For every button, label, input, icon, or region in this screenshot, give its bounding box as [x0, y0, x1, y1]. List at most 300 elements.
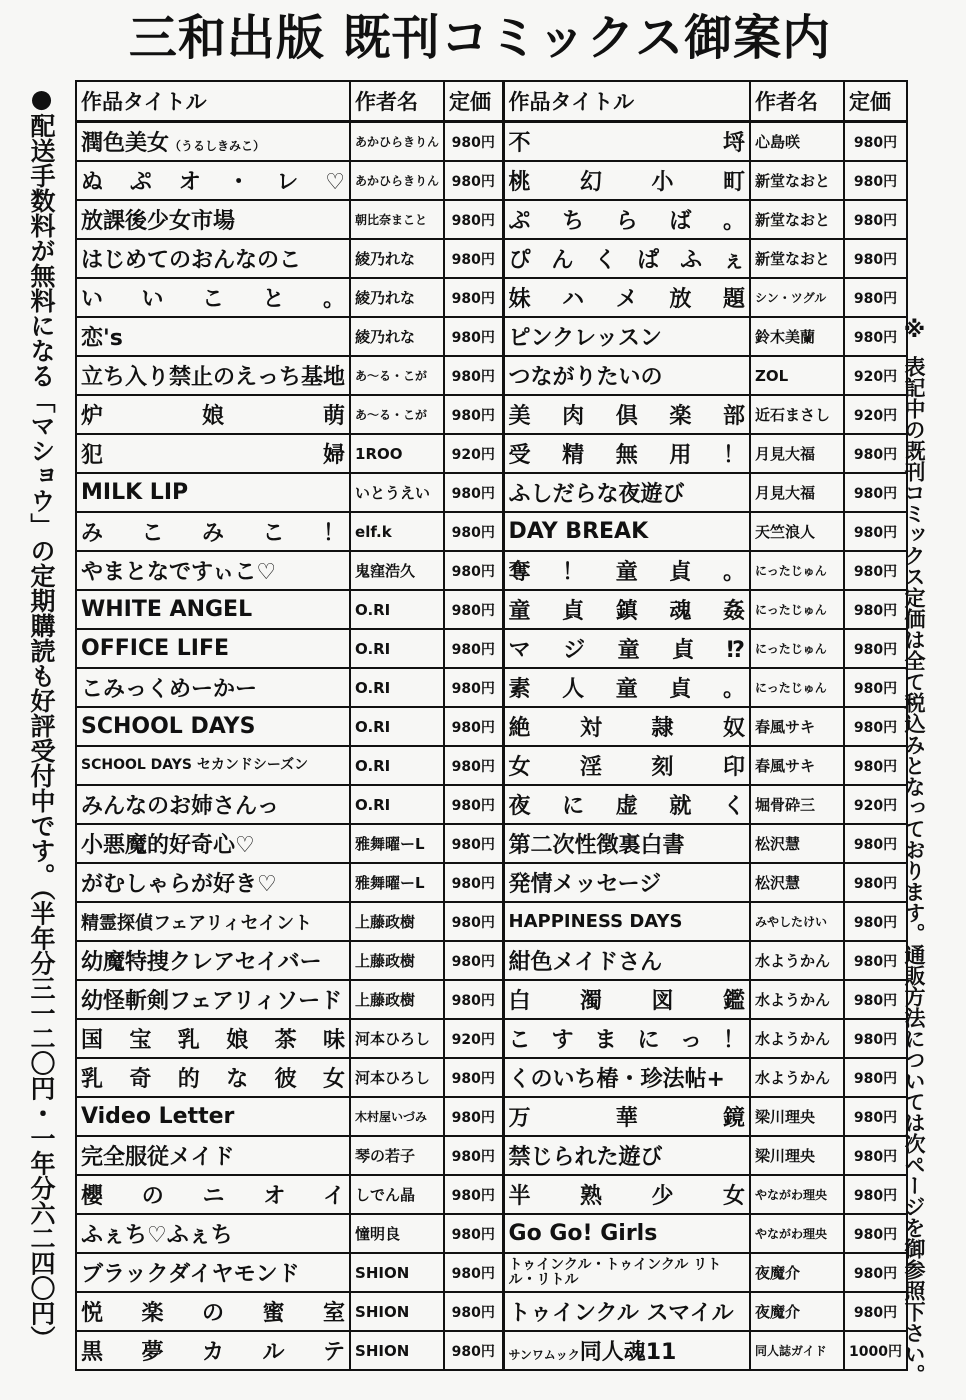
table-row: [76, 1331, 907, 1370]
title-text: 櫻のニオイ: [81, 1184, 346, 1209]
title-text: マジ童貞⁉: [508, 638, 746, 663]
table-row: [76, 668, 907, 707]
comic-author: 雅舞曜ーL: [350, 863, 444, 902]
comic-price: 980円: [444, 746, 503, 785]
comic-title: [76, 1214, 350, 1253]
comic-title: [503, 122, 750, 162]
comic-price: 980円: [444, 1175, 503, 1214]
comic-price: 980円: [844, 278, 907, 317]
comic-price: 980円: [444, 629, 503, 668]
title-text: 放課後少女市場: [81, 209, 236, 234]
table-row: [76, 863, 907, 902]
comic-author: 河本ひろし: [350, 1019, 444, 1058]
title-text: いいこと。: [81, 287, 346, 312]
comics-catalog-table: [75, 80, 908, 1371]
comic-author: elf.k: [350, 512, 444, 551]
comic-title: [503, 629, 750, 668]
comic-price: 980円: [844, 200, 907, 239]
header-price: 定価: [444, 81, 503, 122]
comic-title: [503, 668, 750, 707]
comic-price: 980円: [844, 668, 907, 707]
title-text: 受精無用！: [508, 443, 746, 468]
title-text: 潤色美女: [81, 131, 170, 156]
price-note: 表記中の既刊コミックス定価は全て税込みとなっております。通販方法については次ページを御参照下さい。: [902, 356, 926, 1385]
comic-title: [503, 707, 750, 746]
comic-price: 980円: [444, 395, 503, 434]
comic-author: ZOL: [750, 356, 844, 395]
comic-title: [76, 785, 350, 824]
comic-author: 上藤政樹: [350, 941, 444, 980]
comic-author: O.RI: [350, 707, 444, 746]
comic-price: 980円: [844, 239, 907, 278]
comic-price: 980円: [444, 317, 503, 356]
comic-author: あかひらきりん: [350, 161, 444, 200]
comic-author: 琴の若子: [350, 1136, 444, 1175]
comic-title: [503, 278, 750, 317]
title-text: くのいち椿・珍法帖+: [508, 1067, 725, 1092]
comic-price: 980円: [844, 707, 907, 746]
comic-title: [503, 746, 750, 785]
table-row: [76, 1253, 907, 1292]
title-text: 黒夢カルテ: [81, 1340, 346, 1365]
comic-author: シン・ツグル: [750, 278, 844, 317]
comic-title: [76, 824, 350, 863]
comic-author: 春風サキ: [750, 707, 844, 746]
comic-price: 980円: [844, 863, 907, 902]
comic-author: にったじゅん: [750, 668, 844, 707]
comic-price: 980円: [844, 902, 907, 941]
comic-price: 980円: [444, 824, 503, 863]
comic-title: [76, 1058, 350, 1097]
table-row: [76, 395, 907, 434]
comic-author: 夜魔介: [750, 1292, 844, 1331]
comic-title: [76, 629, 350, 668]
comic-author: 水ようかん: [750, 1019, 844, 1058]
comic-author: 水ようかん: [750, 1058, 844, 1097]
title-text: ぴんくぱふぇ: [508, 248, 746, 273]
comic-title: [503, 1019, 750, 1058]
comic-title: [76, 278, 350, 317]
comic-title: [76, 863, 350, 902]
title-text: SCHOOL DAYS: [81, 714, 256, 739]
comic-price: 980円: [844, 1253, 907, 1292]
page-title: 三和出版 既刊コミックス御案内: [128, 10, 832, 66]
title-text: DAY BREAK: [508, 519, 649, 544]
title-text: ふしだらな夜遊び: [508, 482, 685, 507]
comic-title: [503, 1097, 750, 1136]
comic-title: [76, 239, 350, 278]
comic-title: [76, 1292, 350, 1331]
comic-title: [76, 512, 350, 551]
comic-title: [76, 980, 350, 1019]
comic-author: 朝比奈まこと: [350, 200, 444, 239]
header-author: 作者名: [750, 81, 844, 122]
comic-author: SHION: [350, 1253, 444, 1292]
table-row: [76, 1214, 907, 1253]
comic-author: 1ROO: [350, 434, 444, 473]
comic-price: 980円: [444, 551, 503, 590]
comic-price: 980円: [444, 863, 503, 902]
comic-price: 980円: [444, 980, 503, 1019]
comic-price: 980円: [444, 1292, 503, 1331]
table-row: [76, 317, 907, 356]
comic-author: 上藤政樹: [350, 902, 444, 941]
table-row: [76, 278, 907, 317]
comic-price: 980円: [444, 473, 503, 512]
comic-title: [503, 356, 750, 395]
comic-author: やながわ理央: [750, 1175, 844, 1214]
comic-title: [76, 902, 350, 941]
comic-author: 上藤政樹: [350, 980, 444, 1019]
comic-author: O.RI: [350, 590, 444, 629]
title-text: Video Letter: [81, 1104, 235, 1129]
comic-author: 夜魔介: [750, 1253, 844, 1292]
comic-title: [503, 863, 750, 902]
comic-title: [76, 1136, 350, 1175]
title-text: WHITE ANGEL: [81, 597, 253, 622]
table-row: [76, 746, 907, 785]
comic-author: しでん晶: [350, 1175, 444, 1214]
comic-price: 980円: [444, 1097, 503, 1136]
comic-title: [503, 161, 750, 200]
comic-author: 雅舞曜ーL: [350, 824, 444, 863]
title-text: ぷちらば。: [508, 209, 746, 234]
title-text: Go Go! Girls: [508, 1221, 658, 1246]
title-text: がむしゃらが好き♡: [81, 872, 277, 897]
title-text: 白濁図鑑: [508, 989, 746, 1014]
title-text: 奪！童貞。: [508, 560, 746, 585]
comic-title: [503, 317, 750, 356]
title-text: 夜に虚就く: [508, 794, 746, 819]
comic-title: [503, 473, 750, 512]
title-text: 不埒: [508, 131, 746, 156]
title-text: 幼怪斬剣フェアリィソード: [81, 989, 343, 1014]
comic-price: 980円: [444, 1331, 503, 1370]
title-text: 禁じられた遊び: [508, 1145, 663, 1170]
title-text: 同人魂11: [579, 1340, 677, 1365]
comic-price: 980円: [844, 824, 907, 863]
series-label: サンワムック: [508, 1348, 580, 1362]
comic-price: 920円: [844, 356, 907, 395]
comic-price: 980円: [844, 122, 907, 162]
comic-author: O.RI: [350, 629, 444, 668]
comic-price: 980円: [844, 941, 907, 980]
header-author: 作者名: [350, 81, 444, 122]
table-row: [76, 1292, 907, 1331]
table-row: [76, 356, 907, 395]
title-reading: （うるしきみこ）: [169, 139, 266, 153]
comic-price: 980円: [844, 434, 907, 473]
comic-price: 980円: [844, 161, 907, 200]
comic-author: 同人誌ガイド: [750, 1331, 844, 1370]
comic-price: 980円: [844, 1175, 907, 1214]
comic-price: 980円: [844, 980, 907, 1019]
comic-author: 木村屋いづみ: [350, 1097, 444, 1136]
comic-price: 980円: [444, 122, 503, 162]
header-price: 定価: [844, 81, 907, 122]
comic-title: [503, 1058, 750, 1097]
comic-title: [503, 1136, 750, 1175]
comic-title: [503, 434, 750, 473]
comic-title: [76, 707, 350, 746]
comic-price: 980円: [844, 1292, 907, 1331]
title-text: 国宝乳娘茶味: [81, 1028, 346, 1053]
title-text: 完全服従メイド: [81, 1145, 235, 1170]
comic-title: [503, 395, 750, 434]
comic-price: 980円: [844, 590, 907, 629]
note-mark: ※: [902, 318, 927, 343]
table-row: [76, 200, 907, 239]
comic-price: 980円: [444, 707, 503, 746]
comic-author: 天竺浪人: [750, 512, 844, 551]
table-row: [76, 161, 907, 200]
title-text: はじめてのおんなのこ: [81, 248, 302, 273]
comic-price: 920円: [844, 395, 907, 434]
comic-price: 920円: [444, 1019, 503, 1058]
comic-price: 980円: [844, 1019, 907, 1058]
comic-author: あ〜る・こが: [350, 356, 444, 395]
table-row: [76, 122, 907, 162]
comic-title: [503, 941, 750, 980]
title-text: つながりたいの: [508, 365, 663, 390]
title-text: OFFICE LIFE: [81, 636, 230, 661]
table-row: [76, 1019, 907, 1058]
comic-title: [76, 356, 350, 395]
comic-author: 月見大福: [750, 434, 844, 473]
comic-price: 980円: [844, 746, 907, 785]
table-row: [76, 941, 907, 980]
title-text: 精霊探偵フェアリィセイント: [81, 912, 313, 934]
comic-title: [76, 317, 350, 356]
comic-title: [503, 551, 750, 590]
table-row: [76, 785, 907, 824]
header-title: 作品タイトル: [503, 81, 750, 122]
title-text: SCHOOL DAYS セカンドシーズン: [81, 757, 309, 773]
comic-author: みやしたけい: [750, 902, 844, 941]
comic-title: [76, 1019, 350, 1058]
comic-title: [76, 122, 350, 162]
comic-price: 980円: [444, 356, 503, 395]
title-text: トゥインクル・トゥインクル リトル・リトル: [508, 1256, 722, 1288]
comic-author: にったじゅん: [750, 590, 844, 629]
comic-title: [503, 1253, 750, 1292]
comic-price: 980円: [844, 317, 907, 356]
comic-price: 920円: [444, 434, 503, 473]
table-row: [76, 239, 907, 278]
comic-author: SHION: [350, 1292, 444, 1331]
title-text: 女淫刻印: [508, 755, 746, 780]
comic-title: [503, 1214, 750, 1253]
comic-title: [76, 473, 350, 512]
table-row: [76, 1175, 907, 1214]
comic-title: [503, 1292, 750, 1331]
comic-price: 980円: [844, 629, 907, 668]
title-text: みこみこ！: [81, 521, 346, 546]
title-text: 万華鏡: [508, 1106, 746, 1131]
comic-author: 月見大福: [750, 473, 844, 512]
table-row: [76, 512, 907, 551]
comic-author: 水ようかん: [750, 941, 844, 980]
comic-author: いとうえい: [350, 473, 444, 512]
comic-title: [76, 941, 350, 980]
comic-title: [503, 1175, 750, 1214]
comic-title: [503, 824, 750, 863]
comic-price: 980円: [844, 551, 907, 590]
comic-author: O.RI: [350, 785, 444, 824]
comic-title: [503, 1331, 750, 1370]
comic-price: 980円: [444, 512, 503, 551]
comic-author: 春風サキ: [750, 746, 844, 785]
comic-price: 980円: [844, 1136, 907, 1175]
comic-author: 梁川理央: [750, 1097, 844, 1136]
title-text: 童貞鎮魂姦: [508, 599, 746, 624]
comic-author: 梁川理央: [750, 1136, 844, 1175]
comic-price: 980円: [444, 239, 503, 278]
table-row: [76, 1058, 907, 1097]
title-text: ピンクレッスン: [508, 326, 662, 351]
comic-price: 980円: [844, 1058, 907, 1097]
title-text: みんなのお姉さんっ: [81, 794, 280, 819]
comic-title: [76, 200, 350, 239]
comic-author: にったじゅん: [750, 551, 844, 590]
comic-title: [76, 590, 350, 629]
comic-title: [503, 512, 750, 551]
table-row: [76, 629, 907, 668]
comic-author: 新堂なおと: [750, 239, 844, 278]
comic-price: 920円: [844, 785, 907, 824]
comic-author: にったじゅん: [750, 629, 844, 668]
title-text: 乳奇的な彼女: [81, 1067, 346, 1092]
comic-author: 松沢慧: [750, 824, 844, 863]
table-row: [76, 824, 907, 863]
comic-price: 980円: [444, 200, 503, 239]
comic-author: 綾乃れな: [350, 317, 444, 356]
subscription-note: ●配送手数料が無料になる「マショウ」の定期購読も好評受付中です。（半年分三一二〇円・一年分六二四〇円）: [27, 84, 56, 1351]
comic-author: 堀骨砕三: [750, 785, 844, 824]
table-row: [76, 1097, 907, 1136]
title-text: ブラックダイヤモンド: [81, 1262, 300, 1287]
comic-author: 松沢慧: [750, 863, 844, 902]
title-text: 第二次性徴裏白書: [508, 833, 685, 858]
title-text: HAPPINESS DAYS: [508, 911, 683, 932]
comic-author: あ〜る・こが: [350, 395, 444, 434]
comic-author: 近石まさし: [750, 395, 844, 434]
table-row: [76, 551, 907, 590]
comic-title: [76, 1331, 350, 1370]
title-text: 悦楽の蜜室: [81, 1301, 346, 1326]
comic-title: [76, 551, 350, 590]
comic-author: 新堂なおと: [750, 200, 844, 239]
comic-author: 鬼窪浩久: [350, 551, 444, 590]
title-text: MILK LIP: [81, 480, 189, 505]
comic-author: あかひらきりん: [350, 122, 444, 162]
comic-price: 980円: [444, 590, 503, 629]
comic-title: [503, 590, 750, 629]
title-text: 幼魔特捜クレアセイバー: [81, 950, 322, 975]
comic-author: 心島咲: [750, 122, 844, 162]
comic-title: [503, 980, 750, 1019]
title-text: 美肉倶楽部: [508, 404, 746, 429]
title-text: こすまにっ！: [508, 1028, 746, 1053]
comic-title: [76, 1175, 350, 1214]
comic-price: 1000円: [844, 1331, 907, 1370]
title-text: 素人童貞。: [508, 677, 746, 702]
table-row: [76, 590, 907, 629]
comic-price: 980円: [444, 1253, 503, 1292]
comic-price: 980円: [444, 1136, 503, 1175]
table-row: [76, 707, 907, 746]
comic-author: SHION: [350, 1331, 444, 1370]
title-text: 犯婦: [81, 443, 346, 468]
comic-author: 水ようかん: [750, 980, 844, 1019]
title-text: 炉娘萌: [81, 404, 346, 429]
title-text: やまとなですぃこ♡: [81, 560, 277, 585]
comic-author: 憧明良: [350, 1214, 444, 1253]
comic-author: 新堂なおと: [750, 161, 844, 200]
comic-author: 鈴木美蘭: [750, 317, 844, 356]
comic-title: [503, 200, 750, 239]
title-text: 半熟少女: [508, 1184, 746, 1209]
comic-title: [76, 434, 350, 473]
comic-title: [503, 902, 750, 941]
title-text: 妹ハメ放題: [508, 287, 746, 312]
title-text: 絶対隷奴: [508, 716, 746, 741]
title-text: 紺色メイドさん: [508, 950, 663, 975]
comic-price: 980円: [844, 1097, 907, 1136]
comic-title: [76, 668, 350, 707]
comic-price: 980円: [444, 941, 503, 980]
table-row: [76, 1136, 907, 1175]
table-row: [76, 902, 907, 941]
comic-price: 980円: [844, 512, 907, 551]
title-text: 桃幻小町: [508, 170, 746, 195]
table-row: [76, 434, 907, 473]
comic-author: 河本ひろし: [350, 1058, 444, 1097]
comic-title: [76, 746, 350, 785]
title-text: トゥインクル スマイル: [508, 1301, 734, 1326]
table-row: [76, 473, 907, 512]
comic-title: [503, 239, 750, 278]
header-title: 作品タイトル: [76, 81, 350, 122]
header-row: [76, 81, 907, 122]
comic-price: 980円: [444, 278, 503, 317]
comic-price: 980円: [444, 1058, 503, 1097]
comic-title: [76, 395, 350, 434]
comic-title: [503, 785, 750, 824]
comic-author: O.RI: [350, 668, 444, 707]
comic-author: 綾乃れな: [350, 278, 444, 317]
comic-title: [76, 1097, 350, 1136]
comic-price: 980円: [844, 473, 907, 512]
comic-title: [76, 161, 350, 200]
comic-price: 980円: [444, 785, 503, 824]
comic-price: 980円: [444, 161, 503, 200]
title-text: 小悪魔的好奇心♡: [81, 833, 255, 858]
comic-price: 980円: [844, 1214, 907, 1253]
comic-author: 綾乃れな: [350, 239, 444, 278]
comic-price: 980円: [444, 1214, 503, 1253]
title-text: 恋's: [81, 326, 123, 351]
comic-author: O.RI: [350, 746, 444, 785]
table-row: [76, 980, 907, 1019]
title-text: ふぇち♡ふぇち: [81, 1223, 233, 1248]
comic-title: [76, 1253, 350, 1292]
comic-price: 980円: [444, 668, 503, 707]
title-text: ぬぷオ・レ♡: [81, 170, 346, 195]
comic-author: やながわ理央: [750, 1214, 844, 1253]
title-text: 立ち入り禁止のえっち基地: [81, 365, 346, 390]
title-text: 発情メッセージ: [508, 872, 662, 897]
